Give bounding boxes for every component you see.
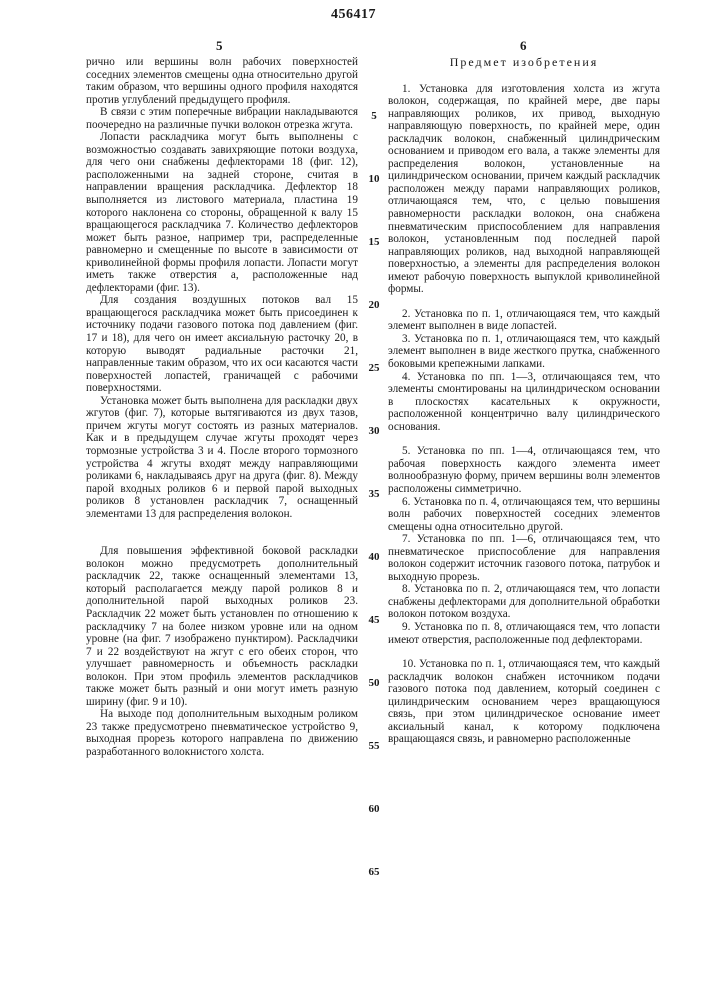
line-number: 25 xyxy=(364,362,384,374)
paragraph: В связи с этим поперечные вибрации накладываются поочередно на различные пучки волокон отрезка жгута. xyxy=(86,106,358,131)
line-number: 65 xyxy=(364,866,384,878)
line-number: 30 xyxy=(364,425,384,437)
claims-title: Предмет изобретения xyxy=(388,56,660,69)
left-column xyxy=(86,56,358,759)
claim: 8. Установка по п. 2, отличающаяся тем, что лопасти снабжены дефлекторами для дополнительной обработки волокон потоком воздуха. xyxy=(388,583,660,621)
claim: 3. Установка по п. 1, отличающаяся тем, что каждый элемент выполнен в виде жесткого прутка, снабженного боковыми крепежными лапками. xyxy=(388,333,660,371)
line-number: 55 xyxy=(364,740,384,752)
line-number: 35 xyxy=(364,488,384,500)
claim: 5. Установка по пп. 1—4, отличающаяся тем, что рабочая поверхность каждого элемента имеет волнообразную форму, причем вершины волн элементов расположены симметрично. xyxy=(388,445,660,495)
paragraph: рично или вершины волн рабочих поверхностей соседних элементов смещены одна относительно другой таким образом, что вершины одного профиля находятся против углублений предыдущего профиля. xyxy=(86,56,358,106)
line-number: 45 xyxy=(364,614,384,626)
line-number: 40 xyxy=(364,551,384,563)
paragraph: Лопасти раскладчика могут быть выполнены с возможностью создавать завихряющие потоки воздуха, для чего они снабжены дефлекторами 18 (фиг. 12), расположенными на задней стороне, считая в направлении вращения раскладчика. Дефлектор 18 выполняется из листового материала, пластина 19 которого наклонена со стороны, обращенной к валу 15 вращающегося раскладчика 7. Количество дефлекторов может быть разное, например три, распределенные равномерно и смещенные по высоте в зависимости от криволинейной формы профиля лопасти. Лопасти могут иметь также отверстия а, расположенные над дефлекторами (фиг. 13). xyxy=(86,131,358,294)
claim: 2. Установка по п. 1, отличающаяся тем, что каждый элемент выполнен в виде лопастей. xyxy=(388,308,660,333)
left-column-number: 5 xyxy=(216,38,223,54)
patent-number: 456417 xyxy=(0,7,707,23)
claim: 10. Установка по п. 1, отличающаяся тем, что каждый раскладчик волокон снабжен источником подачи газового потока под давлением, который соединен с цилиндрическим основанием через вращающуюся связь, при этом цилиндрическое основание имеет аксиальный канал, к которому подключена вращающаяся связь, и равномерно расположенные xyxy=(388,658,660,746)
paragraph: На выходе под дополнительным выходным роликом 23 также предусмотрено пневматическое устройство 9, выходная прорезь которого направлена по движению разработанного волокнистого холста. xyxy=(86,708,358,758)
line-number: 15 xyxy=(364,236,384,248)
claim: 7. Установка по пп. 1—6, отличающаяся тем, что пневматическое приспособление для направления волокон содержит источник газового потока, патрубок и выходную прорезь. xyxy=(388,533,660,583)
claim: 1. Установка для изготовления холста из жгута волокон, содержащая, по крайней мере, две пары направляющих роликов, их привод, выходную направляющую поверхность, по крайней мере, один раскладчик волокон, снабженный цилиндрическим основанием и приводом его вала, а также элементы для распределения волокон, установленные на цилиндрическом основании, причем каждый раскладчик расположен между парами направляющих роликов, отличающаяся тем, что, с целью повышения равномерности раскладки волокон, она снабжена пневматическим приспособлением для направления волокон, установленным под последней парой направляющих роликов, над выходной направляющей поверхностью, а элементы для распределения волокон имеют рабочую поверхность выпуклой криволинейной формы. xyxy=(388,83,660,296)
line-number: 10 xyxy=(364,173,384,185)
line-number: 20 xyxy=(364,299,384,311)
line-number: 50 xyxy=(364,677,384,689)
line-number: 60 xyxy=(364,803,384,815)
paragraph: Для повышения эффективной боковой раскладки волокон можно предусмотреть дополнительный раскладчик 22, также оснащенный элементами 13, который располагается между парой роликов 8 и дополнительной парой выходных роликов 23. Раскладчик 22 может быть установлен по отношению к раскладчику 7 на более низком уровне или на одном уровне (на фиг. 7 изображено пунктиром). Раскладчики 7 и 22 воздействуют на жгут с его обеих сторон, что улучшает равномерность и объемность раскладки волокон. При этом профиль элементов раскладчиков также может быть разный и они могут иметь разную ширину (фиг. 9 и 10). xyxy=(86,545,358,708)
claim: 4. Установка по пп. 1—3, отличающаяся тем, что элементы смонтированы на цилиндрическом основании в плоскостях касательных к окружности, расположенной концентрично валу цилиндрического основания. xyxy=(388,371,660,434)
paragraph: Для создания воздушных потоков вал 15 вращающегося раскладчика может быть присоединен к источнику подачи газового потока под давлением (фиг. 17 и 18), для чего он имеет аксиальную расточку 20, в которую выводят радиальные расточки 21, направленные таким образом, что их оси касаются части поверхностей лопастей, граничащей с рабочими поверхностями. xyxy=(86,294,358,394)
claim: 9. Установка по п. 8, отличающаяся тем, что лопасти имеют отверстия, расположенные под дефлекторами. xyxy=(388,621,660,646)
paragraph: Установка может быть выполнена для раскладки двух жгутов (фиг. 7), которые вытягиваются из двух тазов, причем жгуты могут состоять из разных материалов. Как и в предыдущем случае жгуты проходят через тормозные устройства 3 и 4. После второго тормозного устройства 4 жгуты входят между направляющими роликами 6, накладываясь друг на друга (фиг. 8). Между парой входных роликов 6 и первой парой выходных роликов 8 установлен раскладчик 7, оснащенный элементами 13 для распределения волокон. xyxy=(86,395,358,520)
right-column-number: 6 xyxy=(520,38,527,54)
right-column xyxy=(388,56,660,746)
claim: 6. Установка по п. 4, отличающаяся тем, что вершины волн рабочих поверхностей соседних элементов смещены одна относительно другой. xyxy=(388,496,660,534)
line-number: 5 xyxy=(364,110,384,122)
document-page xyxy=(0,0,707,1000)
